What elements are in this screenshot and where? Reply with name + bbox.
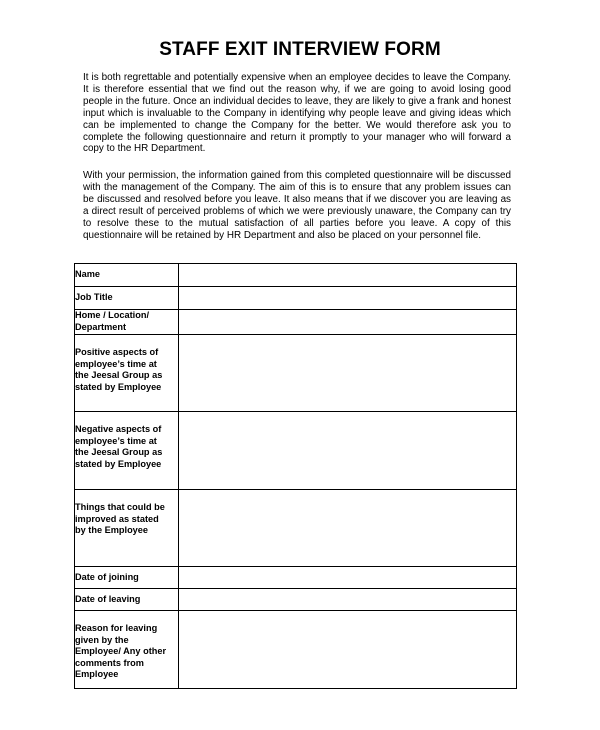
field-label: Home / Location/ Department (75, 310, 150, 332)
improvements-field[interactable] (179, 490, 517, 567)
date-of-leaving-label (75, 589, 179, 611)
location-department-label (75, 310, 179, 335)
negative-aspects-field[interactable] (179, 412, 517, 490)
field-label: Negative aspects of employee’s time at the Jeesal Group as stated by Employee (75, 424, 163, 469)
job-title-field[interactable] (179, 287, 517, 310)
table-row (75, 287, 517, 310)
date-of-joining-field[interactable] (179, 567, 517, 589)
field-label: Name (75, 269, 101, 280)
field-label: Positive aspects of employee’s time at the Jeesal Group as stated by Employee (75, 347, 163, 392)
permission-paragraph: With your permission, the information gained from this completed questionnaire will be discussed with the management of the Company. The aim of this is to ensure that any problem issues can be discussed and resolved before you leave. It also means that if we discover you are leaving as a direct result of perceived problems of which we were previously unaware, the Company can try to resolve these to the mutual satisfaction of all parties before you leave. A copy of this questionnaire will be retained by HR Department and also be placed on your personnel file. (83, 170, 511, 241)
page-title: STAFF EXIT INTERVIEW FORM (159, 39, 441, 60)
field-label: Job Title (75, 292, 113, 303)
date-of-leaving-field[interactable] (179, 589, 517, 611)
table-row (75, 567, 517, 589)
field-label: Date of joining (75, 571, 139, 582)
name-field[interactable] (179, 264, 517, 287)
table-row (75, 490, 517, 567)
table-row (75, 611, 517, 689)
positive-aspects-label (75, 335, 179, 412)
field-label: Reason for leaving given by the Employee/ Any other comments from Employee (75, 623, 167, 680)
job-title-label (75, 287, 179, 310)
table-row (75, 264, 517, 287)
positive-aspects-field[interactable] (179, 335, 517, 412)
location-department-field[interactable] (179, 310, 517, 335)
reason-for-leaving-field[interactable] (179, 611, 517, 689)
improvements-label (75, 490, 179, 567)
exit-interview-table (74, 263, 517, 689)
reason-for-leaving-label (75, 611, 179, 689)
table-row (75, 310, 517, 335)
table-row (75, 412, 517, 490)
intro-paragraph: It is both regrettable and potentially expensive when an employee decides to leave the Company. It is therefore essential that we find out the reason why, if we are going to avoid losing good people in the future. Once an individual decides to leave, they are likely to give a frank and honest input which is invaluable to the Company in identifying why people leave and giving ideas which can be implemented to change the Company for the better. We would therefore ask you to complete the following questionnaire and return it promptly to your manager who will forward a copy to the HR Department. (83, 72, 511, 155)
field-label: Date of leaving (75, 593, 141, 604)
table-row (75, 589, 517, 611)
negative-aspects-label (75, 412, 179, 490)
name-label (75, 264, 179, 287)
field-label: Things that could be improved as stated by the Employee (75, 502, 165, 536)
table-row (75, 335, 517, 412)
date-of-joining-label (75, 567, 179, 589)
